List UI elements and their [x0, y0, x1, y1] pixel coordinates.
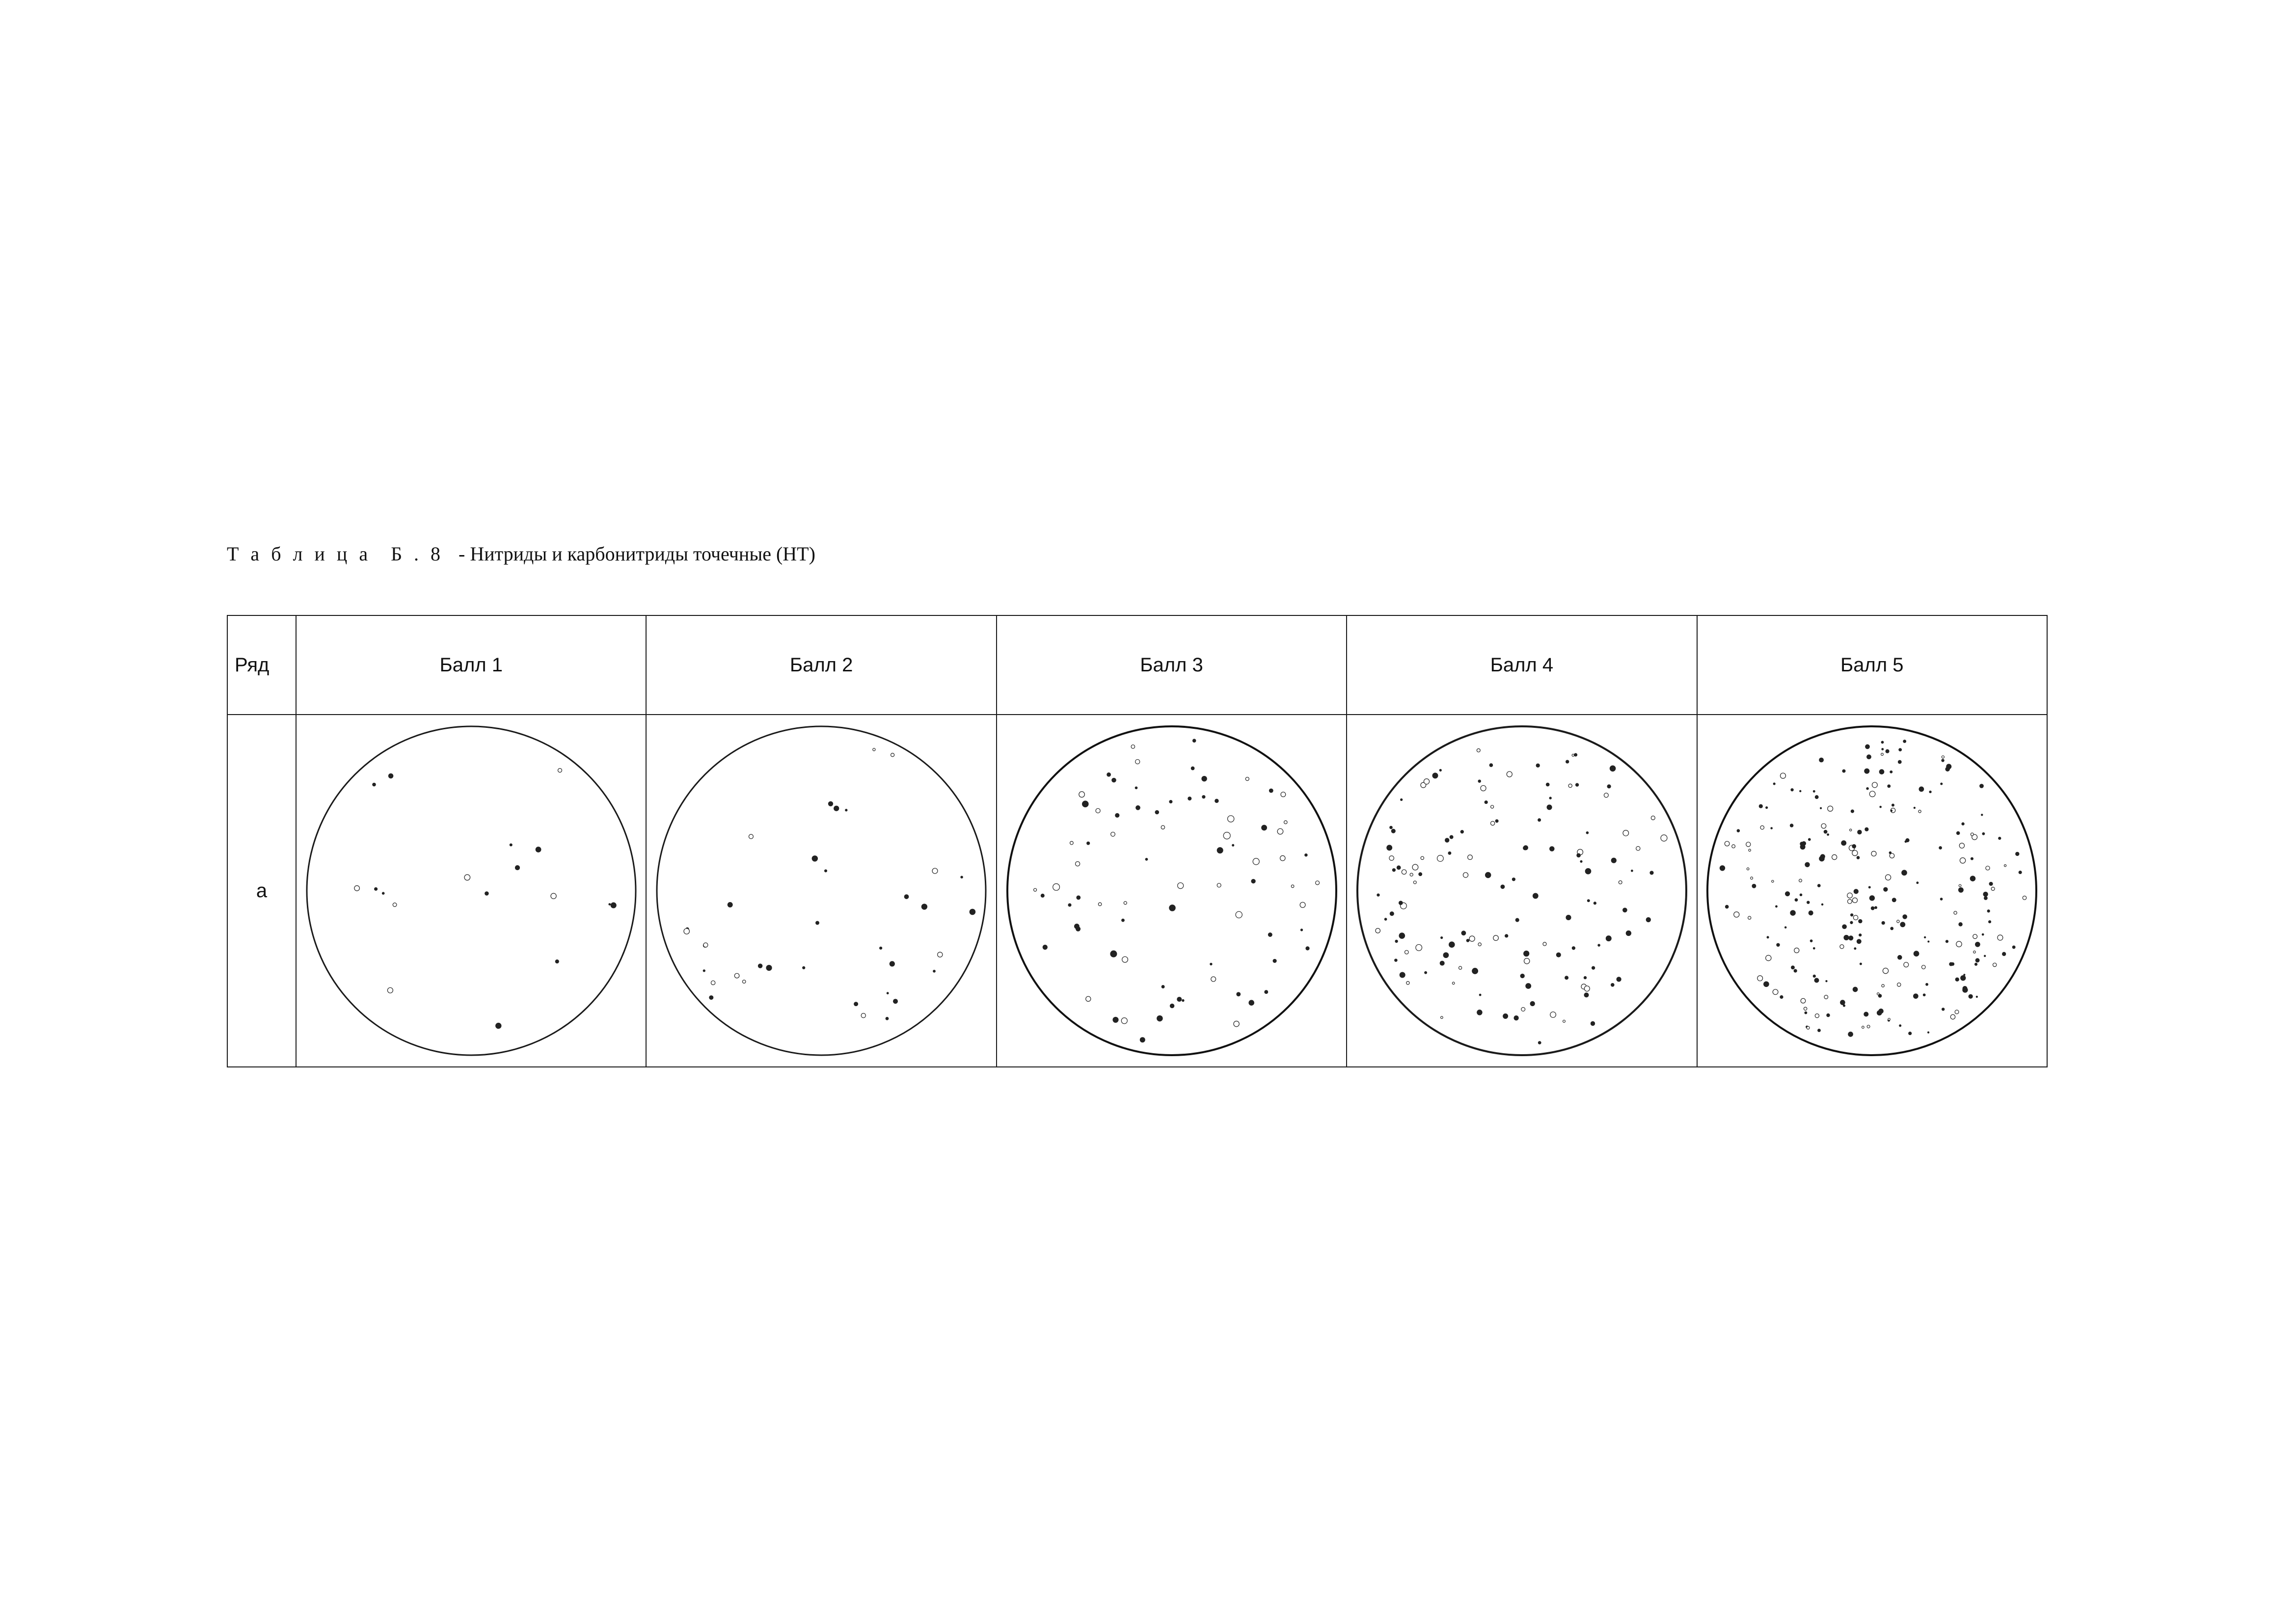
- micrograph-circle-5: [1700, 719, 2044, 1063]
- micrograph-circle-1: [299, 719, 643, 1063]
- micrograph-circle-4: [1350, 719, 1694, 1063]
- header-score-5: Балл 5: [1697, 615, 2047, 715]
- caption-prefix: Т а б л и ц а: [227, 543, 372, 565]
- cell-score-2: [646, 715, 996, 1067]
- cell-score-3: [997, 715, 1347, 1067]
- field-outline: [1357, 726, 1686, 1055]
- micrograph-circle-2: [649, 719, 993, 1063]
- cell-score-5: [1697, 715, 2047, 1067]
- caption-text: - Нитриды и карбонитриды точечные (НТ): [459, 543, 815, 565]
- caption-number: Б . 8: [391, 543, 444, 565]
- row-label-a: а: [227, 715, 296, 1067]
- table-caption: [227, 542, 815, 565]
- header-score-4: Балл 4: [1347, 615, 1697, 715]
- field-container-4: [1347, 715, 1696, 1066]
- ratings-table: [227, 615, 2048, 1067]
- field-container-2: [647, 715, 996, 1066]
- cell-score-1: [296, 715, 646, 1067]
- header-row-label: Ряд: [227, 615, 296, 715]
- header-score-2: Балл 2: [646, 615, 996, 715]
- field-outline: [1707, 726, 2036, 1055]
- field-container-3: [997, 715, 1346, 1066]
- cell-score-4: [1347, 715, 1697, 1067]
- field-container-5: [1698, 715, 2047, 1066]
- table-header-row: [227, 615, 2047, 715]
- header-score-3: Балл 3: [997, 615, 1347, 715]
- field-container-1: [297, 715, 646, 1066]
- header-score-1: Балл 1: [296, 615, 646, 715]
- micrograph-circle-3: [1000, 719, 1344, 1063]
- table-row: [227, 715, 2047, 1067]
- field-outline: [657, 726, 986, 1055]
- table-container: [227, 615, 2048, 1065]
